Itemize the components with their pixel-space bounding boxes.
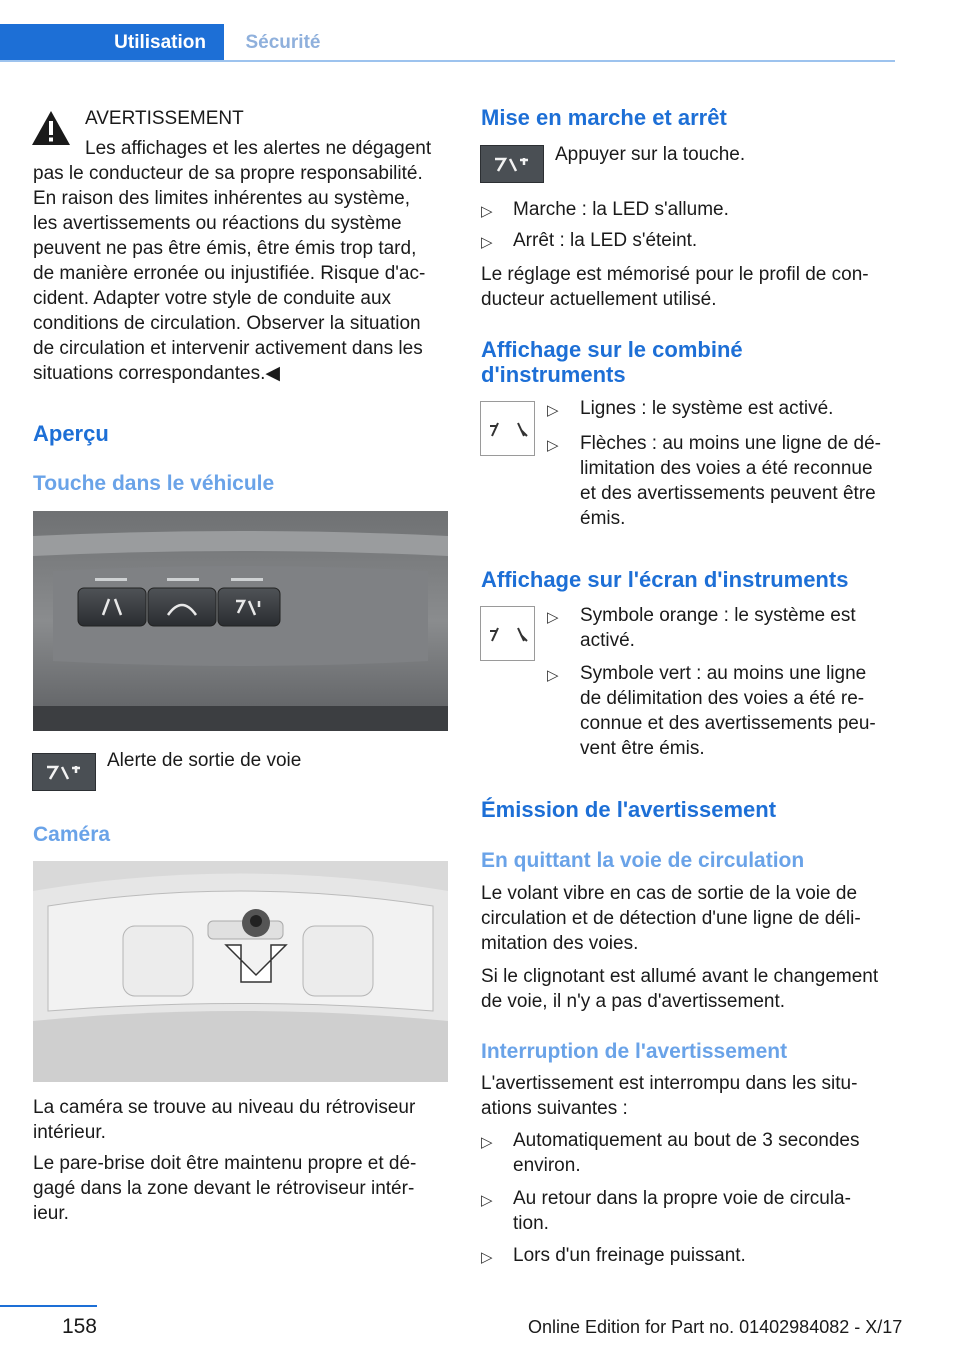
clignotant-line-0: Si le clignotant est allumé avant le changement — [481, 966, 879, 987]
bullet-combine-0: Lignes : le système est activé. — [580, 398, 834, 419]
camera-text2-line-1: gagé dans la zone devant le rétroviseur intér‐ — [33, 1178, 415, 1199]
bullet-combine-1-line-0: Flèches : au moins une ligne de dé‐ — [580, 433, 882, 454]
edition-text: Online Edition for Part no. 01402984082 - X/17 — [528, 1317, 903, 1337]
clignotant-line-1: de voie, il n'y a pas d'avertissement. — [481, 991, 786, 1012]
warning-line-0: Les affichages et les alertes ne dégagent — [85, 138, 432, 159]
bullet-marche-0: Marche : la LED s'allume. — [513, 199, 729, 220]
bullet-triangle-icon: ▷ — [547, 667, 559, 684]
warning-line-1: pas le conducteur de sa propre responsabilité. — [33, 163, 423, 184]
bullet-interruption-1-line-1: tion. — [513, 1213, 549, 1234]
bullet-interruption-2-line-0: Lors d'un freinage puissant. — [513, 1245, 746, 1266]
tab-securite[interactable]: Sécurité — [245, 32, 321, 53]
camera-text1-line-0: La caméra se trouve au niveau du rétroviseur — [33, 1097, 416, 1118]
memo-line-0: Le réglage est mémorisé pour le profil de con‐ — [481, 264, 869, 285]
tab-utilisation[interactable]: Utilisation — [0, 24, 224, 62]
warning-title: AVERTISSEMENT — [85, 108, 244, 129]
footer-divider — [0, 1305, 97, 1307]
bullet-triangle-icon: ▷ — [481, 1192, 493, 1209]
warning-line-7: conditions de circulation. Observer la situation — [33, 313, 421, 334]
camera-text2-line-2: ieur. — [33, 1203, 69, 1224]
heading-quittant: En quittant la voie de circulation — [481, 849, 805, 872]
bullet-interruption-0-line-1: environ. — [513, 1155, 581, 1176]
warning-icon — [31, 110, 71, 146]
press-key-text: Appuyer sur la touche. — [555, 144, 746, 165]
vehicle-buttons-photo — [33, 511, 448, 731]
bullet-ecran-1-line-0: Symbole vert : au moins une ligne — [580, 663, 867, 684]
page-number: 158 — [61, 1315, 97, 1338]
camera-text2-line-0: Le pare-brise doit être maintenu propre et dé‐ — [33, 1153, 417, 1174]
bullet-ecran-0-line-1: activé. — [580, 630, 635, 651]
bullet-interruption-0-line-0: Automatiquement au bout de 3 secondes — [513, 1130, 860, 1151]
header-tabs — [0, 0, 895, 62]
warning-line-3: les avertissements ou réactions du système — [33, 213, 402, 234]
heading-marche: Mise en marche et arrêt — [481, 105, 727, 130]
bullet-triangle-icon: ▷ — [481, 1134, 493, 1151]
bullet-ecran-1-line-3: vent être émis. — [580, 738, 705, 759]
heading-touche: Touche dans le véhicule — [33, 472, 275, 495]
heading-combine-1: d'instruments — [481, 362, 626, 387]
quittant-line-1: circulation et de détection d'une ligne de déli‐ — [481, 908, 861, 929]
heading-apercu: Aperçu — [33, 421, 109, 446]
lane-symbol-display-icon — [480, 606, 535, 661]
warning-line-6: cident. Adapter votre style de conduite aux — [33, 288, 392, 309]
heading-combine-0: Affichage sur le combiné — [481, 337, 743, 362]
lane-lines-display-icon — [480, 401, 535, 456]
bullet-triangle-icon: ▷ — [481, 203, 493, 220]
bullet-triangle-icon: ▷ — [481, 234, 493, 251]
memo-line-1: ducteur actuellement utilisé. — [481, 289, 717, 310]
heading-ecran: Affichage sur l'écran d'instruments — [481, 567, 849, 592]
key-caption: Alerte de sortie de voie — [107, 750, 302, 771]
interruption-line-0: L'avertissement est interrompu dans les situ‐ — [481, 1073, 858, 1094]
bullet-triangle-icon: ▷ — [547, 609, 559, 626]
warning-line-8: de circulation et intervenir activement dans les — [33, 338, 423, 359]
warning-line-2: En raison des limites inhérentes au système, — [33, 188, 411, 209]
bullet-combine-1-line-1: limitation des voies a été reconnue — [580, 458, 873, 479]
bullet-triangle-icon: ▷ — [481, 1249, 493, 1266]
bullet-ecran-1-line-2: connue et des avertissements peu‐ — [580, 713, 876, 734]
quittant-line-2: mitation des voies. — [481, 933, 639, 954]
quittant-line-0: Le volant vibre en cas de sortie de la voie de — [481, 883, 858, 904]
bullet-interruption-1-line-0: Au retour dans la propre voie de circula‐ — [513, 1188, 851, 1209]
camera-photo — [33, 861, 448, 1082]
heading-interruption: Interruption de l'avertissement — [481, 1040, 788, 1063]
bullet-marche-1: Arrêt : la LED s'éteint. — [513, 230, 698, 251]
bullet-combine-1-line-3: émis. — [580, 508, 626, 529]
lane-departure-key-icon-2 — [480, 145, 544, 183]
warning-line-9: situations correspondantes.◀ — [33, 363, 280, 384]
interruption-line-1: ations suivantes : — [481, 1098, 628, 1119]
bullet-ecran-0-line-0: Symbole orange : le système est — [580, 605, 856, 626]
warning-line-5: de manière erronée ou injustifiée. Risque d'ac‐ — [33, 263, 426, 284]
lane-departure-key-icon — [32, 753, 96, 791]
heading-camera: Caméra — [33, 823, 111, 846]
header-divider — [0, 60, 895, 62]
warning-line-4: peuvent ne pas être émis, être émis trop tard, — [33, 238, 417, 259]
bullet-ecran-1-line-1: de délimitation des voies a été re‐ — [580, 688, 865, 709]
bullet-combine-1-line-2: et des avertissements peuvent être — [580, 483, 876, 504]
camera-text1-line-1: intérieur. — [33, 1122, 106, 1143]
bullet-triangle-icon: ▷ — [547, 402, 559, 419]
bullet-triangle-icon: ▷ — [547, 437, 559, 454]
heading-emission: Émission de l'avertissement — [481, 797, 777, 822]
